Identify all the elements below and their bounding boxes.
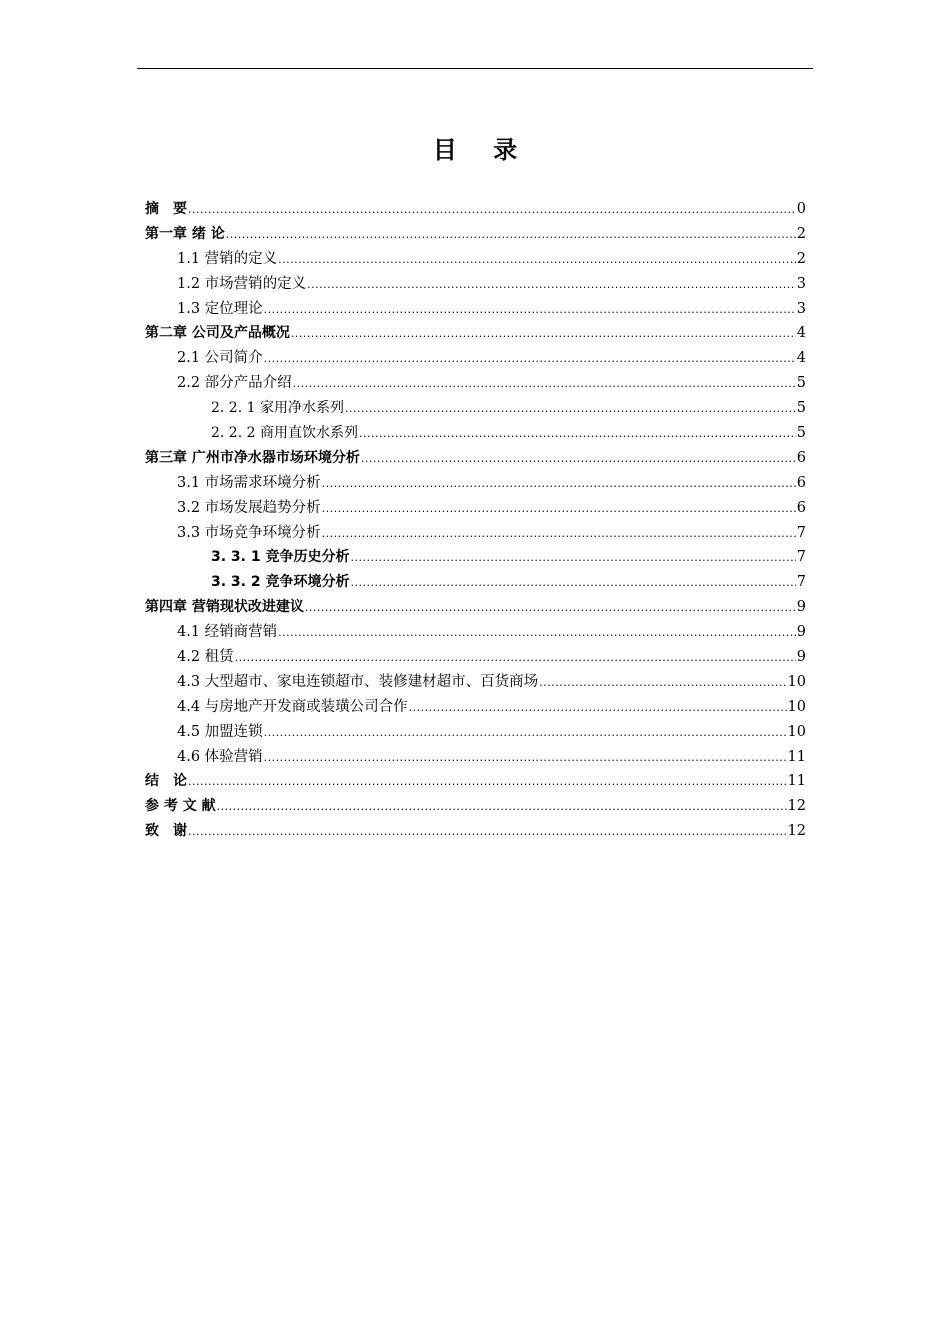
toc-leader xyxy=(350,571,795,596)
toc-label: 1.1 营销的定义 xyxy=(177,250,278,267)
toc-leader xyxy=(264,298,796,323)
toc-leader xyxy=(361,447,796,472)
toc-label: 4.2 租赁 xyxy=(177,649,234,666)
toc-label: 3.3 市场竞争环境分析 xyxy=(177,524,321,541)
toc-label: 3.2 市场发展趋势分析 xyxy=(177,499,321,516)
toc-page: 7 xyxy=(796,524,806,541)
toc-entry[interactable] xyxy=(145,769,806,794)
toc-label: 1.2 市场营销的定义 xyxy=(177,275,307,292)
toc-page: 3 xyxy=(796,275,806,292)
toc-leader xyxy=(188,198,796,223)
toc-leader xyxy=(217,795,787,820)
toc-leader xyxy=(322,522,796,547)
toc-entry[interactable] xyxy=(145,670,806,695)
toc-page: 3 xyxy=(796,300,806,317)
toc-page: 0 xyxy=(796,201,806,217)
toc-label: 3. 3. 1 竞争历史分析 xyxy=(211,549,350,566)
toc-label: 第三章 广州市净水器市场环境分析 xyxy=(145,449,360,466)
toc-leader xyxy=(188,770,787,795)
toc-label: 4.4 与房地产开发商或装璜公司合作 xyxy=(177,698,408,715)
toc-entry[interactable] xyxy=(145,446,806,471)
toc-leader xyxy=(322,497,796,522)
toc-label: 摘 要 xyxy=(145,201,187,217)
toc-label: 2.2 部分产品介绍 xyxy=(177,375,292,392)
toc-leader xyxy=(264,347,796,372)
toc-entry[interactable] xyxy=(145,396,806,421)
toc-page: 2 xyxy=(796,225,806,242)
toc-leader xyxy=(539,671,786,696)
toc-page: 6 xyxy=(796,499,806,516)
table-of-contents xyxy=(145,197,806,844)
toc-leader xyxy=(264,746,787,771)
toc-entry[interactable] xyxy=(145,222,806,247)
toc-entry[interactable] xyxy=(145,595,806,620)
toc-entry[interactable] xyxy=(145,745,806,770)
toc-entry[interactable] xyxy=(145,794,806,819)
toc-page: 4 xyxy=(796,350,806,367)
toc-label: 参 考 文 献 xyxy=(145,798,216,815)
toc-entry[interactable] xyxy=(145,346,806,371)
toc-page: 4 xyxy=(796,325,806,342)
toc-page: 12 xyxy=(787,823,806,840)
toc-leader xyxy=(305,596,796,621)
toc-leader xyxy=(291,322,796,347)
toc-page: 6 xyxy=(796,474,806,491)
toc-leader xyxy=(188,820,787,845)
toc-entry[interactable] xyxy=(145,695,806,720)
toc-page: 9 xyxy=(796,649,806,666)
toc-label: 1.3 定位理论 xyxy=(177,300,263,317)
toc-entry[interactable] xyxy=(145,496,806,521)
toc-label: 2. 2. 2 商用直饮水系列 xyxy=(211,425,358,442)
toc-entry[interactable] xyxy=(145,321,806,346)
toc-label: 2.1 公司简介 xyxy=(177,350,263,367)
toc-entry[interactable] xyxy=(145,645,806,670)
toc-page: 6 xyxy=(796,449,806,466)
toc-label: 结 论 xyxy=(145,773,187,790)
toc-leader xyxy=(278,248,796,273)
toc-page: 7 xyxy=(796,549,806,566)
toc-label: 4.6 体验营销 xyxy=(177,748,263,765)
toc-leader xyxy=(278,621,796,646)
toc-entry[interactable] xyxy=(145,272,806,297)
toc-entry[interactable] xyxy=(145,521,806,546)
toc-page: 5 xyxy=(796,400,806,417)
toc-leader xyxy=(307,273,796,298)
toc-leader xyxy=(264,721,787,746)
toc-label: 第一章 绪 论 xyxy=(145,225,225,242)
toc-entry[interactable] xyxy=(145,720,806,745)
toc-leader xyxy=(350,546,795,571)
toc-leader xyxy=(322,472,796,497)
toc-leader xyxy=(345,397,796,422)
toc-page: 11 xyxy=(787,773,806,790)
toc-label: 3.1 市场需求环境分析 xyxy=(177,474,321,491)
toc-page: 12 xyxy=(787,798,806,815)
toc-page: 10 xyxy=(787,698,806,715)
toc-leader xyxy=(293,372,796,397)
toc-entry[interactable] xyxy=(145,247,806,272)
toc-leader xyxy=(235,646,796,671)
toc-entry[interactable] xyxy=(145,570,806,595)
toc-label: 致 谢 xyxy=(145,823,187,840)
toc-label: 第二章 公司及产品概况 xyxy=(145,325,290,342)
toc-page: 10 xyxy=(787,673,806,690)
toc-entry[interactable] xyxy=(145,819,806,844)
toc-page: 5 xyxy=(796,375,806,392)
header-rule xyxy=(137,68,813,69)
toc-label: 3. 3. 2 竞争环境分析 xyxy=(211,574,350,591)
toc-page: 9 xyxy=(796,599,806,616)
toc-entry[interactable] xyxy=(145,371,806,396)
toc-label: 4.5 加盟连锁 xyxy=(177,723,263,740)
toc-page: 10 xyxy=(787,723,806,740)
page-title: 目 录 xyxy=(432,136,532,164)
toc-label: 2. 2. 1 家用净水系列 xyxy=(211,400,344,417)
toc-leader xyxy=(226,223,796,248)
toc-leader xyxy=(359,422,796,447)
toc-label: 第四章 营销现状改进建议 xyxy=(145,599,304,616)
toc-entry[interactable] xyxy=(145,471,806,496)
toc-entry[interactable] xyxy=(145,197,806,222)
toc-entry[interactable] xyxy=(145,297,806,322)
toc-page: 7 xyxy=(796,574,806,591)
toc-label: 4.3 大型超市、家电连锁超市、装修建材超市、百货商场 xyxy=(177,673,539,690)
toc-entry[interactable] xyxy=(145,421,806,446)
toc-entry[interactable] xyxy=(145,545,806,570)
toc-entry[interactable] xyxy=(145,620,806,645)
toc-label: 4.1 经销商营销 xyxy=(177,624,278,641)
toc-leader xyxy=(409,696,787,721)
toc-page: 9 xyxy=(796,624,806,641)
toc-page: 11 xyxy=(787,748,806,765)
toc-page: 5 xyxy=(796,425,806,442)
toc-page: 2 xyxy=(796,250,806,267)
